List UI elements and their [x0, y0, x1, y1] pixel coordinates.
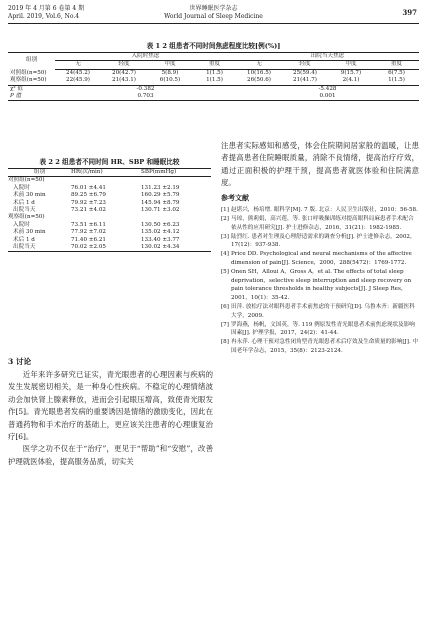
table1-group-header: 出院当天焦虑: [236, 53, 419, 61]
table-cell: 145.94 ±8.79: [141, 199, 180, 206]
discussion-text: [8, 369, 213, 468]
reference-number: [5]: [221, 269, 229, 276]
reference-text: 赵堪兴，杨培增. 眼科学[M]. 7 版. 北京：人民卫生出版社，2010：56-58.: [231, 207, 418, 213]
table1-subheader: 重度: [374, 61, 419, 69]
reference-item: [221, 321, 419, 338]
journal-name-en: World Journal of Sleep Medicine: [164, 13, 263, 20]
reference-number: [7]: [221, 321, 229, 328]
reference-item: [221, 206, 419, 215]
references-heading: 参考文献: [221, 193, 249, 202]
reference-item: [221, 303, 419, 320]
issue-cn: 2019 年 4 月第 6 卷第 4 期: [8, 5, 85, 12]
table-row: [8, 229, 211, 236]
table-cell: 22(45.9): [55, 77, 101, 85]
table-cell: 77.92 ±7.02: [71, 229, 106, 236]
table1-subheader: 轻度: [282, 61, 328, 69]
table-cell: 术前 30 min: [13, 229, 46, 236]
page-number: 397: [402, 8, 417, 17]
reference-text: Price DD. Psychological and neural mechanisms of the affective dimension of pain[J]. Science，2000，288(5472)：1769-1772.: [231, 251, 412, 267]
table2-group-row: [8, 214, 211, 221]
table-row: [8, 85, 419, 93]
discussion-continued: 注患者实际感知和感受，体会住院期间居家般的温暖，让患者提高患者住院睡眠质量，消除不良情绪，提高治疗疗效，通过正面积极的护理干预，提高患者就医体验和住院满意度。: [221, 141, 419, 188]
table1: [8, 52, 419, 101]
table-cell: 71.40 ±6.21: [71, 236, 106, 243]
table-cell: 5(8.9): [161, 69, 179, 76]
paragraph: 医学之功不仅在于“治疗”，更见于“帮助”和“安慰”，改善护理就医体验，提高服务品质，切实关: [8, 444, 213, 466]
table2: [8, 168, 211, 252]
table-cell: 73.51 ±6.11: [71, 221, 106, 228]
reference-item: [221, 215, 419, 232]
table1-header-row1: [8, 53, 419, 61]
table2-group-row: [8, 177, 211, 185]
table-cell: 术后 1 d: [13, 199, 35, 206]
table-cell: 6(7.5): [388, 69, 405, 76]
journal-name-cn: 世界睡眠医学杂志: [189, 5, 238, 12]
table-cell: 入院时: [13, 221, 30, 228]
table-cell: 9(15.7): [340, 69, 362, 76]
group-label: 对照组(n=50): [8, 177, 45, 184]
reference-text: 陆烈红. 患者对生理及心理舒适需求的调查分析[J]. 护士进修杂志，2002，17(12)：937-938.: [231, 233, 416, 249]
table-row: [8, 192, 211, 199]
table-cell: 160.29 ±5.79: [141, 192, 180, 199]
table-row: [8, 200, 211, 207]
table-cell: 1(1.5): [193, 77, 236, 85]
table1-subheader: 无: [55, 61, 101, 69]
table1-subheader: 轻度: [101, 61, 147, 69]
header-rule: [8, 23, 419, 24]
table-cell: 观察组(n=50): [8, 77, 55, 85]
table-cell: 79.92 ±7.23: [71, 199, 106, 206]
table2-header: HR(次/min): [71, 169, 141, 177]
table-cell: 20(42.7): [112, 69, 136, 76]
reference-item: [221, 250, 419, 267]
paragraph: 近年来许多研究已证实，青光眼患者的心理因素与疾病的发生发展密切相关，是一种身心性疾病。不稳定的心理情绪波动会加快肾上腺素释放，进而会引起眼压增高，致使青光眼发作[5]。青光眼患者发病的重要诱因是情绪的激励变化，因此在普通药物和手术治疗的基础上，更应该关注患者的心理康复治疗[6]。: [8, 370, 213, 442]
reference-number: [8]: [221, 339, 229, 346]
table-cell: 10(16.5): [247, 69, 271, 76]
reference-text: 罗海燕，杨帆，文国英，等. 119 例原发性青光眼患者术前焦虑现状及影响因素[J]. 护理学报，2017，24(2)：41-44.: [231, 321, 415, 337]
section-heading: 3 讨论: [8, 357, 32, 366]
issue-en: April. 2019, Vol.6, No.4: [8, 13, 80, 20]
table-cell: 135.02 ±4.12: [141, 229, 180, 236]
table-cell: 出院当天: [13, 244, 36, 251]
table2-caption: 表 2 2 组患者不同时间 HR、SBP 和睡眠比较: [39, 158, 180, 166]
reference-text: 冉永萍. 心理干预对急性闭角型青光眼患者术后疗效及生命质量的影响[J]. 中国老年学杂志，2015，35(8)：2123-2124.: [231, 339, 419, 354]
table1-header-row2: [8, 61, 419, 69]
table1-subheader: 无: [236, 61, 282, 69]
header-journal: [8, 5, 419, 21]
table-cell: 术后 1 d: [13, 236, 35, 243]
reference-list: [221, 206, 419, 356]
table1-subheader: 中度: [147, 61, 193, 69]
table-cell: 89.25 ±6.79: [71, 192, 106, 199]
reference-text: 马琼，熊莉娟，高兴莲，等. 张口呼吸操训练对提高眼科局麻患者手术配合依从性的应用研究[J]. 护士进修杂志，2016，31(21)：1982-1985.: [231, 216, 414, 231]
reference-item: [221, 338, 419, 355]
table2-header-row: [8, 169, 211, 177]
table-row: [8, 93, 419, 101]
table-cell: 21(41.7): [282, 77, 328, 85]
table-cell: 131.23 ±2.19: [141, 184, 180, 191]
reference-number: [3]: [221, 233, 229, 240]
table-cell: 21(43.1): [101, 77, 147, 85]
table-cell: 76.01 ±4.41: [71, 184, 106, 191]
table-cell: 1(1.5): [374, 77, 419, 85]
table-cell: 出院当天: [13, 207, 36, 214]
reference-text: 田萍. 放松疗法对眼科患者手术前焦虑的干预研究[D]. 乌鲁木齐：新疆医科大学，2009.: [231, 304, 415, 319]
table-cell: 25(59.4): [293, 69, 317, 76]
chi-value: -0.382: [136, 85, 155, 92]
table-cell: 73.21 ±4.02: [71, 207, 106, 214]
group-label: 观察组(n=50): [8, 214, 45, 221]
p-value: 0.703: [137, 93, 154, 100]
table-cell: 70.02 ±2.05: [71, 244, 106, 251]
reference-number: [1]: [221, 207, 229, 213]
table-cell: 26(50.6): [236, 77, 282, 85]
table-cell: 对照组(n=50): [10, 69, 47, 76]
table-cell: 130.71 ±3.02: [141, 207, 180, 214]
table-cell: 术前 30 min: [13, 192, 46, 199]
table1-subheader: 中度: [328, 61, 374, 69]
table2-header: SBP(mmHg): [141, 169, 211, 177]
table2-header: 组别: [8, 169, 71, 177]
p-value: 0.001: [319, 93, 336, 100]
table1-col-group: 组别: [25, 57, 38, 64]
table-row: [8, 77, 419, 85]
table1-caption: 表 1 2 组患者不同时间焦虑程度比较[例(%)]: [146, 42, 281, 50]
reference-number: [4]: [221, 251, 229, 258]
reference-number: [6]: [221, 304, 229, 311]
reference-text: Onen SH，Alloui A，Gross A，et al. The effects of total sleep deprivation，selective sleep interruption and sleep recovery on pain tolerance thresholds in healthy subjects[J]. J Sleep Res，2001，10(1)：35-42.: [231, 269, 412, 301]
table-cell: 130.50 ±6.23: [141, 221, 180, 228]
table1-group-header: 入院时焦虑: [55, 53, 236, 61]
reference-item: [221, 233, 419, 250]
table-cell: 24(45.2): [66, 69, 90, 76]
chi-value: -5.428: [318, 85, 337, 92]
table-row: [8, 244, 211, 252]
table-cell: 130.02 ±4.34: [141, 244, 180, 251]
reference-number: [2]: [221, 216, 229, 223]
table-row: [8, 237, 211, 244]
table-cell: 2(4.1): [328, 77, 374, 85]
table-cell: 1(1.5): [206, 69, 223, 76]
table-cell: 入院时: [13, 184, 30, 191]
table1-subheader: 重度: [193, 61, 236, 69]
reference-item: [221, 268, 419, 302]
table-cell: 133.40 ±3.77: [141, 236, 180, 243]
chi-label: χ² 值: [10, 85, 24, 92]
table-cell: 6(10.5): [147, 77, 193, 85]
p-label: P 值: [10, 93, 22, 100]
